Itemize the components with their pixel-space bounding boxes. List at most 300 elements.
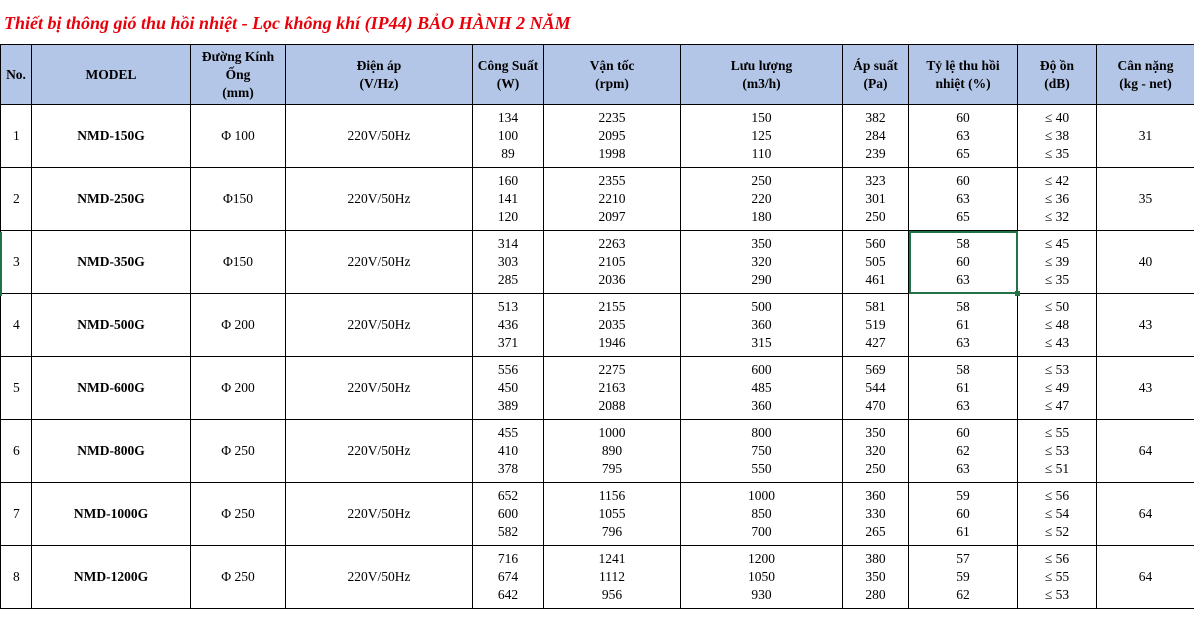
cell-noise-values [1018,109,1096,163]
cell-value: ≤ 38 [1044,128,1070,143]
cell-value: 513 [497,299,519,314]
cell-value: 380 [865,551,886,566]
cell-power[interactable] [473,168,544,231]
cell-flow[interactable] [681,105,843,168]
cell-value: 2088 [598,398,626,413]
cell-value: 500 [751,299,772,314]
table-body [1,105,1194,609]
cell-value: 485 [751,380,772,395]
cell-value: 1050 [748,569,775,584]
cell-diameter[interactable]: Φ150 [191,231,286,294]
cell-no[interactable]: 3 [1,231,32,294]
sheet-title: Thiết bị thông gió thu hồi nhiệt - Lọc không khí (IP44) BẢO HÀNH 2 NĂM [4,13,571,33]
header-power-line: Công Suất [477,57,539,73]
cell-value: ≤ 39 [1044,254,1070,269]
header-flow[interactable] [681,45,843,105]
cell-noise-values [1018,424,1096,478]
cell-no[interactable]: 7 [1,483,32,546]
cell-power[interactable] [473,483,544,546]
cell-flow[interactable] [681,357,843,420]
cell-value: 600 [497,506,519,521]
cell-value: 290 [751,272,772,287]
cell-power[interactable] [473,231,544,294]
cell-value: 134 [497,110,519,125]
cell-model[interactable]: NMD-1000G [32,483,191,546]
cell-value: 455 [497,425,519,440]
cell-value: 382 [865,110,886,125]
table-row [1,420,1194,483]
cell-no[interactable]: 5 [1,357,32,420]
cell-value: 360 [751,317,772,332]
cell-recovery[interactable] [909,294,1018,357]
cell-value: ≤ 35 [1044,146,1070,161]
cell-value: 427 [865,335,886,350]
cell-value: 285 [497,272,519,287]
cell-noise-values [1018,235,1096,289]
cell-noise-values [1018,361,1096,415]
cell-speed[interactable] [544,483,681,546]
cell-value: 323 [865,173,886,188]
cell-value: 65 [956,146,970,161]
cell-value: 239 [865,146,886,161]
cell-diameter[interactable]: Φ 250 [191,546,286,609]
cell-noise[interactable] [1018,357,1097,420]
cell-value: 1998 [598,146,626,161]
cell-speed-values [544,361,680,415]
header-model[interactable] [32,45,191,105]
cell-diameter[interactable]: Φ 250 [191,483,286,546]
table-row [1,231,1194,294]
cell-value: ≤ 52 [1044,524,1070,539]
cell-value: 470 [865,398,886,413]
header-weight[interactable] [1097,45,1194,105]
cell-value: 410 [497,443,519,458]
cell-model[interactable]: NMD-150G [32,105,191,168]
cell-value: 315 [751,335,772,350]
cell-value: 2275 [598,362,626,377]
cell-noise-values [1018,487,1096,541]
header-diameter[interactable] [191,45,286,105]
cell-value: 716 [497,551,519,566]
cell-recovery-values [909,109,1017,163]
cell-value: ≤ 56 [1044,488,1070,503]
cell-noise[interactable] [1018,294,1097,357]
cell-value: 63 [956,191,970,206]
cell-power[interactable] [473,357,544,420]
cell-recovery-values [909,424,1017,478]
cell-value: 556 [497,362,519,377]
cell-value: 1112 [599,569,625,584]
header-row [1,45,1194,105]
cell-value: ≤ 36 [1044,191,1070,206]
header-weight-line: (kg - net) [1119,75,1172,91]
cell-value: 89 [501,146,515,161]
cell-weight[interactable]: 43 [1097,294,1194,357]
cell-value: ≤ 54 [1044,506,1070,521]
header-noise-line: Độ ồn [1039,57,1075,73]
cell-flow[interactable] [681,420,843,483]
cell-value: 796 [601,524,623,539]
cell-value: 795 [601,461,623,476]
header-pressure[interactable] [843,45,909,105]
header-flow-line: Lưu lượng [730,57,793,73]
cell-value: 2235 [598,110,626,125]
cell-value: 58 [956,362,970,377]
cell-noise[interactable] [1018,231,1097,294]
cell-weight[interactable]: 35 [1097,168,1194,231]
cell-value: ≤ 50 [1044,299,1070,314]
cell-weight[interactable]: 64 [1097,483,1194,546]
cell-model[interactable]: NMD-350G [32,231,191,294]
cell-value: ≤ 43 [1044,335,1070,350]
cell-model[interactable]: NMD-250G [32,168,191,231]
cell-voltage[interactable]: 220V/50Hz [286,420,473,483]
cell-value: ≤ 56 [1044,551,1070,566]
cell-speed[interactable] [544,168,681,231]
cell-speed-values [544,424,680,478]
cell-noise[interactable] [1018,105,1097,168]
cell-pressure-values [843,298,908,352]
cell-value: 800 [751,425,772,440]
cell-value: ≤ 42 [1044,173,1070,188]
header-diameter-line: (mm) [222,84,254,100]
cell-diameter[interactable]: Φ 250 [191,420,286,483]
cell-power[interactable] [473,546,544,609]
cell-flow-values [681,361,842,415]
cell-recovery[interactable] [909,105,1018,168]
cell-pressure[interactable] [843,105,909,168]
cell-noise[interactable] [1018,168,1097,231]
cell-value: 320 [751,254,772,269]
cell-pressure[interactable] [843,483,909,546]
cell-value: 57 [956,551,970,566]
cell-value: 1000 [598,425,626,440]
table-row [1,294,1194,357]
cell-pressure-values [843,424,908,478]
cell-value: 125 [751,128,772,143]
cell-noise-values [1018,550,1096,604]
cell-pressure-values [843,172,908,226]
cell-value: 58 [956,236,970,251]
cell-speed[interactable] [544,357,681,420]
cell-flow-values [681,235,842,289]
cell-no[interactable]: 8 [1,546,32,609]
cell-value: ≤ 32 [1044,209,1070,224]
cell-pressure[interactable] [843,168,909,231]
cell-flow-values [681,550,842,604]
cell-value: 60 [956,506,970,521]
cell-value: 1000 [748,488,775,503]
cell-no[interactable]: 2 [1,168,32,231]
cell-value: 582 [497,524,519,539]
cell-model[interactable]: NMD-1200G [32,546,191,609]
cell-value: 360 [865,488,886,503]
header-recovery-line: nhiệt (%) [935,75,991,91]
cell-value: 62 [956,587,970,602]
cell-noise[interactable] [1018,483,1097,546]
cell-flow[interactable] [681,546,843,609]
header-weight-line: Cân nặng [1117,57,1174,73]
table-row [1,546,1194,609]
cell-value: 2105 [598,254,626,269]
cell-value: 180 [751,209,772,224]
cell-value: 63 [956,128,970,143]
cell-pressure[interactable] [843,294,909,357]
cell-value: ≤ 53 [1044,443,1070,458]
cell-diameter[interactable]: Φ 200 [191,357,286,420]
header-speed-line: Vận tốc [589,57,635,73]
cell-value: 1200 [748,551,775,566]
cell-value: 550 [751,461,772,476]
cell-value: 350 [865,569,886,584]
cell-value: 314 [497,236,519,251]
cell-recovery-values [909,172,1017,226]
header-noise-line: (dB) [1044,75,1070,91]
cell-power[interactable] [473,420,544,483]
cell-speed[interactable] [544,294,681,357]
table-row [1,168,1194,231]
cell-value: 652 [497,488,519,503]
cell-value: 2036 [598,272,626,287]
cell-value: ≤ 40 [1044,110,1070,125]
cell-power[interactable] [473,105,544,168]
cell-recovery-values [909,235,1017,289]
cell-recovery[interactable] [909,483,1018,546]
header-voltage-line: (V/Hz) [359,75,399,91]
cell-speed-values [544,172,680,226]
cell-value: 2155 [598,299,626,314]
cell-value: 2035 [598,317,626,332]
cell-value: 1241 [598,551,626,566]
cell-power-values [473,361,543,415]
cell-flow[interactable] [681,168,843,231]
cell-flow[interactable] [681,231,843,294]
cell-recovery-values [909,550,1017,604]
cell-diameter[interactable]: Φ 200 [191,294,286,357]
cell-value: 250 [865,209,886,224]
cell-voltage[interactable]: 220V/50Hz [286,357,473,420]
cell-weight[interactable]: 64 [1097,546,1194,609]
header-diameter-line: Đường Kính [201,48,275,64]
cell-no[interactable]: 1 [1,105,32,168]
cell-value: ≤ 53 [1044,587,1070,602]
header-speed[interactable] [544,45,681,105]
header-noise[interactable] [1018,45,1097,105]
cell-value: 150 [751,110,772,125]
cell-weight[interactable]: 64 [1097,420,1194,483]
header-pressure-line: Áp suất [853,57,898,73]
cell-value: 600 [751,362,772,377]
cell-recovery[interactable] [909,231,1018,294]
cell-value: 1055 [598,506,626,521]
cell-value: 2263 [598,236,626,251]
cell-value: 850 [751,506,772,521]
cell-power-values [473,172,543,226]
table-row [1,483,1194,546]
cell-value: 378 [497,461,519,476]
cell-recovery[interactable] [909,168,1018,231]
cell-value: 1156 [598,488,626,503]
cell-model[interactable]: NMD-600G [32,357,191,420]
cell-value: 120 [497,209,519,224]
cell-power-values [473,298,543,352]
cell-power[interactable] [473,294,544,357]
cell-speed-values [544,487,680,541]
cell-value: 1946 [598,335,626,350]
cell-value: ≤ 53 [1044,362,1070,377]
cell-value: 450 [497,380,519,395]
cell-speed[interactable] [544,105,681,168]
cell-value: 220 [751,191,772,206]
cell-value: 58 [956,299,970,314]
cell-value: 265 [865,524,886,539]
header-pressure-line: (Pa) [863,75,888,91]
cell-speed-values [544,550,680,604]
cell-power-values [473,109,543,163]
cell-value: 581 [865,299,886,314]
cell-value: ≤ 55 [1044,569,1070,584]
cell-value: 61 [956,524,970,539]
cell-no[interactable]: 6 [1,420,32,483]
cell-value: ≤ 55 [1044,425,1070,440]
cell-value: ≤ 35 [1044,272,1070,287]
cell-value: 60 [956,425,970,440]
cell-voltage[interactable]: 220V/50Hz [286,231,473,294]
cell-value: 750 [751,443,772,458]
cell-flow-values [681,109,842,163]
cell-value: 60 [956,110,970,125]
cell-value: 284 [865,128,886,143]
cell-value: 250 [865,461,886,476]
row-selection-marker [0,232,2,296]
header-flow-line: (m3/h) [742,75,781,91]
cell-value: 100 [497,128,519,143]
cell-value: 63 [956,335,970,350]
cell-value: 642 [497,587,519,602]
cell-recovery-values [909,298,1017,352]
header-power[interactable] [473,45,544,105]
cell-value: 250 [751,173,772,188]
cell-voltage[interactable]: 220V/50Hz [286,105,473,168]
cell-value: 2097 [598,209,626,224]
header-no[interactable] [1,45,32,105]
cell-pressure-values [843,235,908,289]
cell-value: 461 [865,272,886,287]
cell-flow-values [681,487,842,541]
cell-pressure[interactable] [843,357,909,420]
header-diameter-line: Ống [225,66,251,82]
cell-pressure[interactable] [843,546,909,609]
cell-speed-values [544,298,680,352]
cell-voltage[interactable]: 220V/50Hz [286,483,473,546]
cell-value: ≤ 45 [1044,236,1070,251]
cell-voltage[interactable]: 220V/50Hz [286,546,473,609]
cell-value: 350 [751,236,772,251]
cell-flow[interactable] [681,483,843,546]
header-recovery[interactable] [909,45,1018,105]
cell-value: 389 [497,398,519,413]
header-voltage-line: Điện áp [356,57,402,73]
cell-model[interactable]: NMD-500G [32,294,191,357]
cell-value: 956 [601,587,623,602]
header-voltage[interactable] [286,45,473,105]
cell-value: ≤ 51 [1044,461,1070,476]
cell-noise-values [1018,298,1096,352]
cell-flow-values [681,172,842,226]
cell-value: 2210 [598,191,626,206]
cell-diameter[interactable]: Φ150 [191,168,286,231]
table-row [1,105,1194,168]
cell-value: 301 [865,191,886,206]
cell-value: 360 [751,398,772,413]
cell-value: 890 [601,443,623,458]
cell-recovery[interactable] [909,546,1018,609]
cell-value: 61 [956,317,970,332]
header-model-line: MODEL [85,66,137,82]
cell-flow[interactable] [681,294,843,357]
cell-value: 280 [865,587,886,602]
cell-value: 160 [497,173,519,188]
cell-value: 2355 [598,173,626,188]
cell-value: 674 [497,569,519,584]
cell-pressure-values [843,109,908,163]
cell-power-values [473,424,543,478]
cell-recovery[interactable] [909,357,1018,420]
cell-value: 303 [497,254,519,269]
cell-recovery[interactable] [909,420,1018,483]
cell-value: 930 [751,587,772,602]
cell-flow-values [681,298,842,352]
cell-value: 320 [865,443,886,458]
cell-weight[interactable]: 43 [1097,357,1194,420]
cell-speed[interactable] [544,420,681,483]
cell-value: 330 [865,506,886,521]
cell-weight[interactable]: 31 [1097,105,1194,168]
cell-recovery-values [909,487,1017,541]
cell-pressure[interactable] [843,231,909,294]
cell-value: 141 [497,191,519,206]
cell-pressure[interactable] [843,420,909,483]
cell-value: 519 [865,317,886,332]
cell-value: 560 [865,236,886,251]
cell-noise[interactable] [1018,546,1097,609]
cell-weight[interactable]: 40 [1097,231,1194,294]
cell-value: 63 [956,398,970,413]
cell-value: 63 [956,461,970,476]
cell-voltage[interactable]: 220V/50Hz [286,168,473,231]
cell-value: 65 [956,209,970,224]
cell-recovery-values [909,361,1017,415]
cell-noise-values [1018,172,1096,226]
cell-noise[interactable] [1018,420,1097,483]
cell-value: 62 [956,443,970,458]
cell-value: ≤ 47 [1044,398,1070,413]
cell-diameter[interactable]: Φ 100 [191,105,286,168]
cell-value: 700 [751,524,772,539]
cell-speed[interactable] [544,546,681,609]
cell-power-values [473,235,543,289]
cell-voltage[interactable]: 220V/50Hz [286,294,473,357]
cell-no[interactable]: 4 [1,294,32,357]
table-row [1,357,1194,420]
cell-speed[interactable] [544,231,681,294]
cell-value: 63 [956,272,970,287]
cell-value: 436 [497,317,519,332]
cell-model[interactable]: NMD-800G [32,420,191,483]
spec-table [0,44,1194,609]
header-power-line: (W) [496,75,520,91]
cell-value: 110 [751,146,772,161]
